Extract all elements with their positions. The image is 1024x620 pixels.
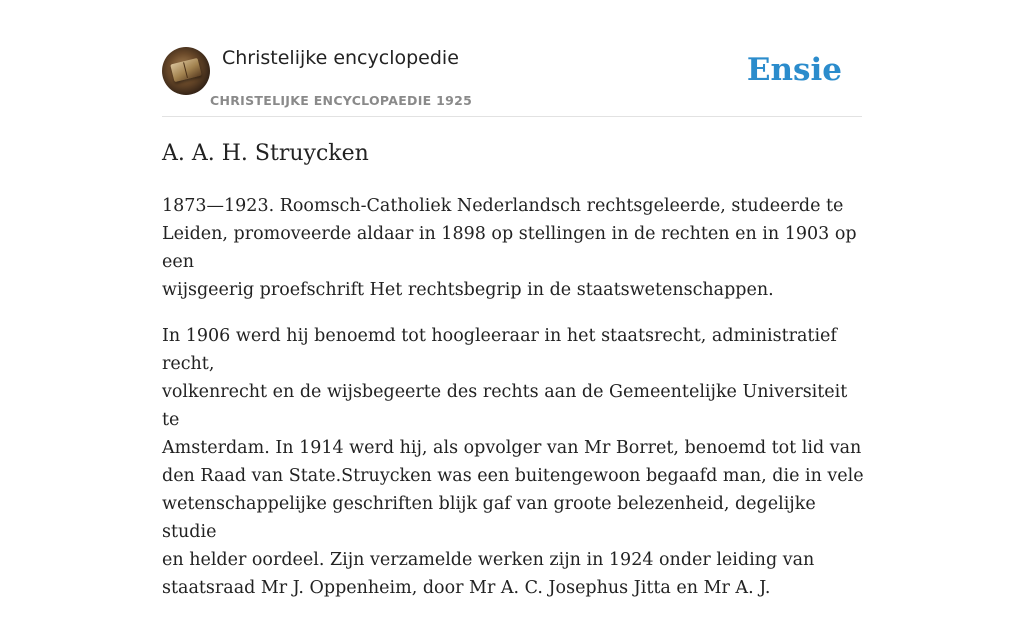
brand-logo[interactable]: Ensie [746,52,842,88]
book-photo-icon [170,58,202,82]
article [162,138,864,620]
site-subtitle: CHRISTELIJKE ENCYCLOPAEDIE 1925 [210,93,473,108]
site-title[interactable]: Christelijke encyclopedie [222,47,459,69]
article-paragraph-1: 1873—1923. Roomsch-Catholiek Nederlandsch rechtsgeleerde, studeerde te Leiden, promoveerde aldaar in 1898 op stellingen in de rechten en in 1903 op een wijsgeerig proefschrift Het rechtsbegrip in de staatswetenschappen. [162,196,857,300]
site-avatar[interactable] [162,47,210,95]
site-header [162,46,862,117]
article-title: A. A. H. Struycken [162,141,369,166]
article-paragraph-2: In 1906 werd hij benoemd tot hoogleeraar in het staatsrecht, administratief recht, volkenrecht en de wijsbegeerte des rechts aan de Gemeentelijke Universiteit te Amsterdam. In 1914 werd hij, als opvolger van Mr Borret, benoemd tot lid van den Raad van State.Struycken was een buitengewoon begaafd man, die in vele wetenschappelijke geschriften blijk gaf van groote belezenheid, degelijke studie en helder oordeel. Zijn verzamelde werken zijn in 1924 onder leiding van staatsraad Mr J. Oppenheim, door Mr A. C. Josephus Jitta en Mr A. J. [162,326,864,598]
